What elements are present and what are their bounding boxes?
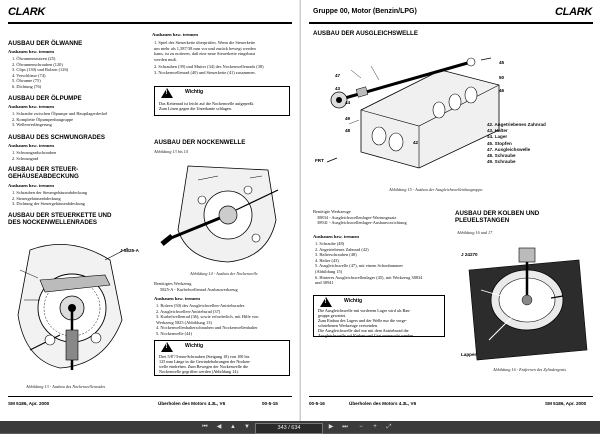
last-page-icon[interactable]: ⏭ [342, 424, 348, 430]
section-subtitle: Ausbauen bzw. trennen [8, 49, 54, 54]
callout-50: 50 [499, 75, 505, 80]
important-note-3: ! Wichtig Die Ausgleichswelle mit vorderem Lager wird als Bau- gruppe gewartet. Zum Einbau des Lagers und der Welle nur die vorge- schriebenen Werkzeuge verwenden. Die Ausgleichswelle darf nur mit dem Antriebsrad der Ausgleichswelle auf Kerben und Grat untersucht werden. [313, 295, 445, 337]
callout-42: 42 [413, 140, 419, 145]
figure-ref: Abbildung 13 bis 14 [154, 149, 188, 154]
figure-15-caption: Abbildung 15 - Ausbau der Ausgleichswellenbaugruppe [389, 187, 483, 192]
section-title-oil-pan: AUSBAU DER ÖLWANNE [8, 40, 83, 47]
timing-cover-steps: 1. Schrauben der Steuergehäuseabdeckung 2. Steuergehäuseabdeckung 3. Dichtung der Steuergehäuseabdeckung [12, 190, 88, 207]
section-subtitle: Ausbauen bzw. trennen [8, 183, 54, 188]
fit-icon[interactable]: ⤢ [386, 424, 392, 430]
figure-15-legend: 42. Angetriebenes Zahnrad 43. Halter 44. Lager 45. Stopfen 47. Ausgleichswelle 48. Schraube 49. Schraube [487, 122, 546, 165]
left-page [0, 0, 300, 421]
section-title-flywheel: AUSBAU DES SCHWUNGRADES [8, 134, 105, 141]
header-rule [8, 22, 292, 24]
oil-pump-steps: 1. Schraube zwischen Ölpumpe und Hauptlagerdeckel 2. Komplette Ölpumpenbaugruppe 3. Wellenverlängerung [12, 111, 108, 128]
page-indicator[interactable]: 343 / 634 [255, 423, 323, 434]
figure-16-caption: Abbildung 16 - Entfernen des Zylindergrats [493, 367, 567, 372]
callout-48: 48 [345, 128, 351, 133]
clark-logo: CLARK [8, 6, 45, 18]
warning-icon [320, 297, 332, 307]
callout-49: 49 [345, 116, 351, 121]
page-down-icon[interactable]: ▼ [244, 424, 250, 430]
footer-center: Überholen des Motors 4.3L, V6 [158, 401, 226, 406]
tool-label-j24270: J 24270 [461, 252, 478, 257]
section-title-camshaft: AUSBAU DER NOCKENWELLE [154, 139, 246, 146]
section-subtitle: Ausbauen bzw. trennen [152, 32, 198, 37]
required-tools: Benötigte Werkzeuge 38834 - Ausgleichswellenlager-Wartungssatz 38941 - Ausgleichswellenlager-Ausbauvorrichtung [313, 209, 407, 226]
section-subtitle: Ausbauen bzw. trennen [8, 104, 54, 109]
right-page [300, 0, 600, 421]
chain-steps: 1. Spiel des Steuerkette überprüfen. Wenn die Steuerkette um mehr als 1,587/38 mm vor und zurück bewegt werden kann, ist zu notieren, daß eine neue Steuerkette eingebaut werden muß. 2. Schrauben (39) und Mutter (34) des Nockenwellenrads (38) 3. Nockenwellenrad (40) und Steuerkette (41) zusammen. [154, 40, 264, 75]
footer-rule [309, 396, 593, 397]
warning-icon [161, 342, 173, 352]
section-title-timing-cover: AUSBAU DER STEUER- GEHÄUSEABDECKUNG [8, 166, 79, 181]
clark-logo: CLARK [555, 6, 592, 18]
callout-45: 45 [499, 60, 505, 65]
page-up-icon[interactable]: ▲ [230, 424, 236, 430]
callout-47: 47 [335, 73, 341, 78]
footer-rule [8, 396, 292, 397]
callout-46: 46 [499, 88, 505, 93]
camshaft-removal-drawing [158, 160, 286, 268]
zoom-out-icon[interactable]: − [359, 424, 363, 430]
front-label: FRT [315, 158, 324, 163]
section-title-timing-chain: AUSBAU DER STEUERKETTE UND DES NOCKENWELLENRADES [8, 212, 112, 227]
viewer-toolbar [0, 421, 600, 433]
camshaft-steps: 1. Bolzen (50) des Ausgleichwellen-Antriebsrades 2. Ausgleichwellen-Antriebsrad (37) 3. Kurbelwellenrad (36), sowie erforderlich, mit Hilfe von Werkzeug 5825 (Abbildung 13) 4. Nockenwellenhalterschrauben und Nockenwellenhalter 5. Nockenwelle (44) [156, 303, 259, 336]
next-page-icon[interactable]: ▶ [328, 424, 334, 430]
footer-right: SM 5186, Apr. 2000 [545, 401, 587, 406]
sprocket-removal-drawing [10, 230, 138, 378]
figure-14-caption: Abbildung 14 - Ausbau der Nockenwelle [190, 271, 258, 276]
section-title-balance-shaft: AUSBAU DER AUSGLEICHSWELLE [313, 30, 418, 37]
figure-ref: Abbildung 16 und 17 [457, 230, 493, 235]
balance-shaft-exploded-drawing [321, 40, 511, 172]
section-subtitle: Ausbauen bzw. trennen [8, 143, 54, 148]
balance-shaft-steps: 1. Schraube (48) 2. Angetriebenes Zahnrad (42) 3. Halterschrauben (48) 4. Halter (43) 5. Ausgleichswelle (47), mit einem Schonhammer (Abbildung 15) 6. Hinteres Ausgleichswellenlager (45), mit Werkzeug 38834 und 38941 [315, 241, 423, 286]
figure-13-camshaft-sprocket [10, 230, 138, 378]
section-title-pistons: AUSBAU DER KOLBEN UND PLEUELSTANGEN [455, 210, 540, 225]
warning-icon [161, 88, 173, 98]
group-title: Gruppe 00, Motor (Benzin/LPG) [313, 8, 417, 15]
figure-14-camshaft [158, 160, 286, 268]
section-subtitle: Ausbauen bzw. trennen [313, 234, 359, 239]
footer-page-number: 00-5-15 [262, 401, 278, 406]
tool-label-j5825a: J 5825-A [120, 248, 139, 253]
flywheel-steps: 1. Schwungradschrauben 2. Schwungrad [12, 150, 57, 161]
first-page-icon[interactable]: ⏮ [202, 424, 208, 430]
header-rule [309, 22, 593, 24]
section-title-oil-pump: AUSBAU DER ÖLPUMPE [8, 95, 82, 102]
footer-page-number: 00-5-16 [309, 401, 325, 406]
section-subtitle: Ausbauen bzw. trennen [154, 296, 200, 301]
important-note-2: ! Wichtig Drei 5/8"/3-mm-Schrauben (Steigung 18) von 100 bis 125 mm Länge in die Gewindebohrungen der Nocken- welle eindrehen. Zum Bewegen der Nockenwelle die Nockenwelle gegriffen werden (Abbildung 14). [154, 340, 290, 376]
lappen-label: Lappen [461, 352, 478, 357]
figure-16-ridge-reamer [459, 240, 591, 364]
zoom-in-icon[interactable]: + [373, 424, 377, 430]
ridge-reamer-drawing [459, 240, 591, 364]
important-note-1: ! Wichtig Das Kettenrad ist leicht auf die Nockenwelle aufgepreßt. Zum Lösen gegen die Unterkante schlagen. [154, 86, 290, 116]
figure-13-caption: Abbildung 13 - Ausbau des Nockenwellenrades [26, 384, 106, 389]
required-tools: Benötigtes Werkzeug 5825-A - Kurbelwellenrad Ausbauwerkzeug [154, 281, 238, 292]
footer-left: SM 5186, Apr. 2000 [8, 401, 50, 406]
callout-43: 43 [335, 86, 341, 91]
oil-pan-steps: 1. Ölwannenstutzen (25) 2. Ölwannenschrauben (120) 3. Clips (130) und Bolzen (126) 4. Verschlüsse (74) 5. Ölwanne (75) 6. Dichtung (76) [12, 56, 69, 89]
prev-page-icon[interactable]: ◀ [216, 424, 222, 430]
figure-15-balance-shaft [321, 40, 511, 172]
footer-center: Überholen des Motors 4.3L, V6 [349, 401, 417, 406]
callout-44: 44 [345, 100, 351, 105]
